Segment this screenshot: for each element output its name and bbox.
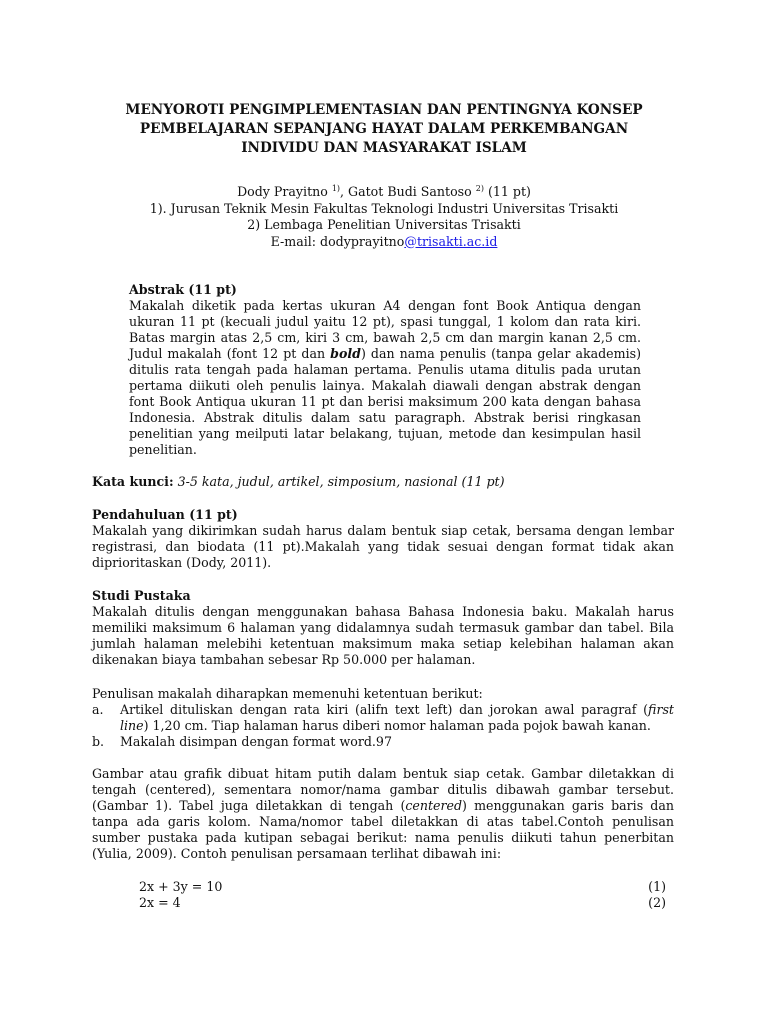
list-text-italic: first line: [120, 702, 674, 733]
title-line-3: INDIVIDU DAN MASYARAKAT ISLAM: [241, 140, 527, 156]
email-prefix: E-mail: dodyprayitno: [270, 233, 405, 249]
intro-heading: Pendahuluan (11 pt): [92, 507, 238, 522]
keywords-text: 3-5 kata, judul, artikel, simposium, nasional (11 pt): [173, 474, 505, 489]
author-1-mark: 1): [331, 183, 341, 193]
equation-expr: 2x + 3y = 10: [139, 879, 223, 894]
list-item: [92, 702, 674, 734]
figures-text-a: Gambar atau grafik dibuat hitam putih dalam bentuk siap cetak. Gambar diletakkan di tengah (centered), sementara nomor/nama gambar ditulis dibawah gambar tersebut. (Gambar 1). Tabel juga diletakkan di tengah (: [92, 766, 674, 813]
list-text: [120, 702, 674, 734]
abstract-bold-word: bold: [330, 346, 361, 361]
literature-body: Makalah ditulis dengan menggunakan bahasa Bahasa Indonesia baku. Makalah harus memiliki maksimum 6 halaman yang didalamnya sudah termasuk gambar dan tabel. Bila jumlah halaman melebihi ketentuan maksimum maka setiap kelebihan halaman akan dikenakan biaya tambahan sebesar Rp 50.000 per halaman.: [92, 604, 674, 667]
list-text-pre: Artikel dituliskan dengan rata kiri (alifn text left) dan jorokan awal paragraf (: [120, 702, 649, 717]
list-text-post: ) 1,20 cm. Tiap halaman harus diberi nomor halaman pada pojok bawah kanan.: [143, 718, 651, 733]
equation-row: [139, 879, 666, 895]
equation-number: (1): [648, 879, 666, 894]
list-marker: b.: [92, 734, 105, 749]
list-item: [92, 734, 674, 750]
intro-section: [92, 507, 674, 571]
author-2-mark: 2): [475, 183, 484, 193]
abstract-heading: Abstrak (11 pt): [129, 282, 237, 297]
author-1: Dody Prayitno: [237, 184, 332, 199]
author-names: [80, 184, 688, 201]
abstract-body: [129, 298, 641, 458]
equation-row: [139, 895, 666, 911]
figures-text-b: ) menggunakan garis baris dan tanpa ada garis kolom. Nama/nomor tabel diletakkan di atas tabel.Contoh penulisan sumber pustaka pada kutipan sebagai berikut: nama penulis diikuti tahun penerbitan (Yulia, 2009). Contoh penulisan persamaan terlihat dibawah ini:: [92, 798, 674, 861]
list-text: Makalah disimpan dengan format word.97: [120, 734, 392, 749]
equation-expr: 2x = 4: [139, 895, 181, 910]
equations: [139, 879, 666, 911]
title-line-1: MENYOROTI PENGIMPLEMENTASIAN DAN PENTINGNYA KONSEP: [125, 102, 643, 118]
literature-heading: Studi Pustaka: [92, 588, 191, 603]
literature-section: [92, 588, 674, 668]
keywords-label: Kata kunci:: [92, 474, 174, 489]
requirements-intro: Penulisan makalah diharapkan memenuhi ketentuan berikut:: [92, 686, 483, 701]
email-line: [80, 234, 688, 251]
affiliation-2: 2) Lembaga Penelitian Universitas Trisakti: [247, 217, 521, 232]
affiliation-1: 1). Jurusan Teknik Mesin Fakultas Teknologi Industri Universitas Trisakti: [149, 200, 619, 216]
author-2: , Gatot Budi Santoso: [340, 184, 476, 199]
title-line-2: PEMBELAJARAN SEPANJANG HAYAT DALAM PERKEMBANGAN: [139, 121, 629, 137]
requirements-section: [92, 686, 674, 750]
abstract-text-b: ) dan nama penulis (tanpa gelar akademis) ditulis rata tengah pada halaman pertama. Penulis utama ditulis pada urutan pertama diikuti oleh penulis lainya. Makalah diawali dengan abstrak dengan font Book Antiqua ukuran 11 pt dan berisi maksimum 200 kata dengan bahasa Indonesia. Abstrak ditulis dalam satu paragraph. Abstrak berisi ringkasan penelitian yang meilputi latar belakang, tujuan, metode dan kesimpulan hasil penelitian.: [129, 346, 641, 457]
intro-body: Makalah yang dikirimkan sudah harus dalam bentuk siap cetak, bersama dengan lembar registrasi, dan biodata (11 pt).Makalah yang tidak sesuai dengan format tidak akan diprioritaskan (Dody, 2011).: [92, 523, 674, 570]
paper-title: [80, 101, 688, 158]
author-size-note: (11 pt): [483, 184, 531, 199]
figures-text-italic: centered: [405, 798, 463, 813]
abstract-section: [129, 282, 641, 458]
equation-number: (2): [648, 895, 666, 910]
abstract-text-a: Makalah diketik pada kertas ukuran A4 dengan font Book Antiqua dengan ukuran 11 pt (kecuali judul yaitu 12 pt), spasi tunggal, 1 kolom dan rata kiri. Batas margin atas 2,5 cm, kiri 3 cm, bawah 2,5 cm dan margin kanan 2,5 cm. Judul makalah (font 12 pt dan: [129, 298, 641, 361]
keywords-line: [92, 474, 674, 490]
list-marker: a.: [92, 702, 104, 717]
figures-section: [92, 766, 674, 862]
author-block: [80, 184, 688, 250]
email-link[interactable]: @trisakti.ac.id: [404, 233, 498, 249]
